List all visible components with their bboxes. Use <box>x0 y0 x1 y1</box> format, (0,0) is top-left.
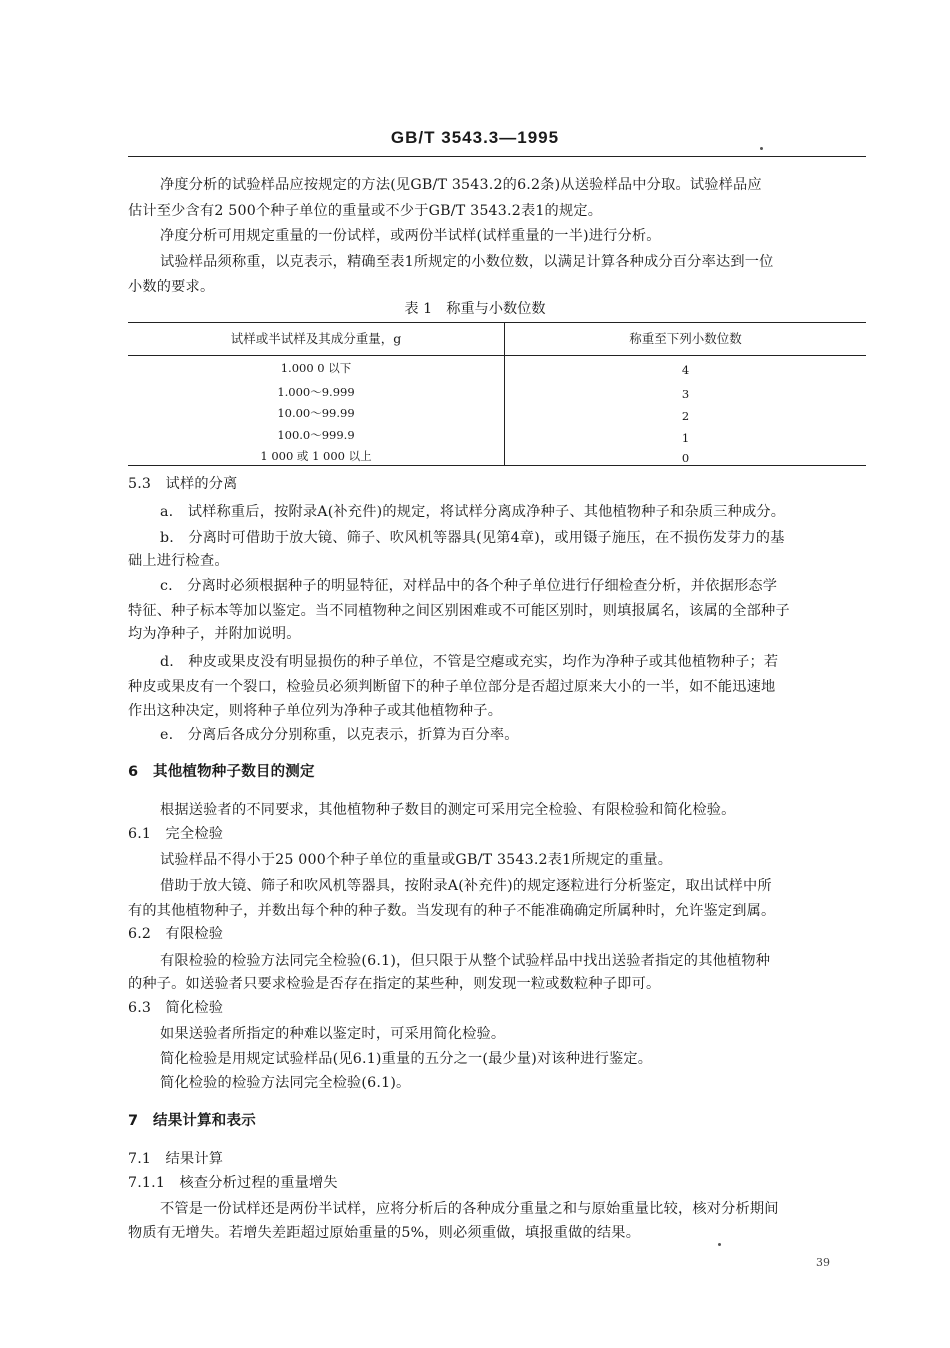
table-header-rule <box>128 355 866 356</box>
table-cell: 3 <box>681 387 690 401</box>
section-5-3-heading: 5.3 试样的分离 <box>128 476 238 492</box>
paragraph-line: a. 试样称重后，按附录A(补充件)的规定，将试样分离成净种子、其他植物种子和杂质三种成分。 <box>160 504 786 520</box>
section-7-heading: 7 结果计算和表示 <box>128 1113 256 1129</box>
paragraph-line: 试验样品须称重，以克表示，精确至表1所规定的小数位数，以满足计算各种成分百分率达到一位 <box>160 254 774 270</box>
paragraph-line: 不管是一份试样还是两份半试样，应将分析后的各种成分重量之和与原始重量比较，核对分析期间 <box>160 1201 779 1217</box>
standard-number-header: GB/T 3543.3—1995 <box>390 128 560 147</box>
section-7-1-heading: 7.1 结果计算 <box>128 1151 224 1167</box>
paragraph-line: 估计至少含有2 500个种子单位的重量或不少于GB/T 3543.2表1的规定。 <box>128 203 603 219</box>
table-cell: 10.00～99.99 <box>277 406 355 420</box>
paragraph-line: 作出这种决定，则将种子单位列为净种子或其他植物种子。 <box>128 703 503 719</box>
paragraph-line: 根据送验者的不同要求，其他植物种子数目的测定可采用完全检验、有限检验和简化检验。 <box>160 802 736 818</box>
paragraph-line: 借助于放大镜、筛子和吹风机等器具，按附录A(补充件)的规定逐粒进行分析鉴定，取出试样中所 <box>160 878 772 894</box>
table-cell: 1 <box>681 431 690 445</box>
section-7-1-1-heading: 7.1.1 核查分析过程的重量增失 <box>128 1175 338 1191</box>
paragraph-line: b. 分离时可借助于放大镜、筛子、吹风机等器具(见第4章)，或用镊子施压，在不损伤发芽力的基 <box>160 530 785 546</box>
paragraph-line: 小数的要求。 <box>128 279 215 295</box>
section-6-3-heading: 6.3 简化检验 <box>128 1000 224 1016</box>
paragraph-line: 如果送验者所指定的种难以鉴定时，可采用简化检验。 <box>160 1026 506 1042</box>
section-6-1-heading: 6.1 完全检验 <box>128 826 224 842</box>
table-header-cell: 称重至下列小数位数 <box>629 331 742 346</box>
table-cell: 4 <box>681 363 690 377</box>
paragraph-line: 础上进行检查。 <box>128 553 229 569</box>
paragraph-line: 净度分析可用规定重量的一份试样，或两份半试样(试样重量的一半)进行分析。 <box>160 228 661 244</box>
scan-speck <box>718 1243 721 1246</box>
table-header-cell: 试样或半试样及其成分重量，g <box>230 331 402 346</box>
table-cell: 100.0～999.9 <box>277 428 355 442</box>
paragraph-line: 试验样品不得小于25 000个种子单位的重量或GB/T 3543.2表1所规定的重量。 <box>160 852 673 868</box>
scan-speck <box>760 147 763 150</box>
weight-decimal-table <box>128 322 866 466</box>
paragraph-line: 简化检验的检验方法同完全检验(6.1)。 <box>160 1075 411 1091</box>
paragraph-line: 有限检验的检验方法同完全检验(6.1)，但只限于从整个试验样品中找出送验者指定的其他植物种 <box>160 953 771 969</box>
paragraph-line: 均为净种子，并附加说明。 <box>128 626 301 642</box>
paragraph-line: 的种子。如送验者只要求检验是否存在指定的某些种，则发现一粒或数粒种子即可。 <box>128 976 661 992</box>
paragraph-line: 有的其他植物种子，并数出每个种的种子数。当发现有的种子不能准确确定所属种时，允许鉴定到属。 <box>128 903 776 919</box>
table-cell: 1 000 或 1 000 以上 <box>260 449 372 463</box>
paragraph-line: d. 种皮或果皮没有明显损伤的种子单位，不管是空瘪或充实，均作为净种子或其他植物种子；若 <box>160 654 779 670</box>
paragraph-line: 净度分析的试验样品应按规定的方法(见GB/T 3543.2的6.2条)从送验样品中分取。试验样品应 <box>160 177 762 193</box>
paragraph-line: 物质有无增失。若增失差距超过原始重量的5%，则必须重做，填报重做的结果。 <box>128 1225 641 1241</box>
table-cell: 1.000 0 以下 <box>280 361 352 375</box>
page-number: 39 <box>816 1256 830 1269</box>
table-cell: 0 <box>681 451 690 465</box>
paragraph-line: 种皮或果皮有一个裂口，检验员必须判断留下的种子单位部分是否超过原来大小的一半，如不能迅速地 <box>128 679 776 695</box>
table-top-rule <box>128 322 866 323</box>
paragraph-line: 特征、种子标本等加以鉴定。当不同植物种之间区别困难或不可能区别时，则填报属名，该属的全部种子 <box>128 603 790 619</box>
paragraph-line: e. 分离后各成分分别称重，以克表示，折算为百分率。 <box>160 727 519 743</box>
header-rule <box>128 156 866 157</box>
section-6-heading: 6 其他植物种子数目的测定 <box>128 764 315 780</box>
paragraph-line: 简化检验是用规定试验样品(见6.1)重量的五分之一(最少量)对该种进行鉴定。 <box>160 1051 653 1067</box>
table-cell: 2 <box>681 409 690 423</box>
table-caption: 表 1 称重与小数位数 <box>404 301 546 317</box>
table-cell: 1.000～9.999 <box>277 385 355 399</box>
paragraph-line: c. 分离时必须根据种子的明显特征，对样品中的各个种子单位进行仔细检查分析，并依据形态学 <box>160 578 778 594</box>
section-6-2-heading: 6.2 有限检验 <box>128 926 224 942</box>
